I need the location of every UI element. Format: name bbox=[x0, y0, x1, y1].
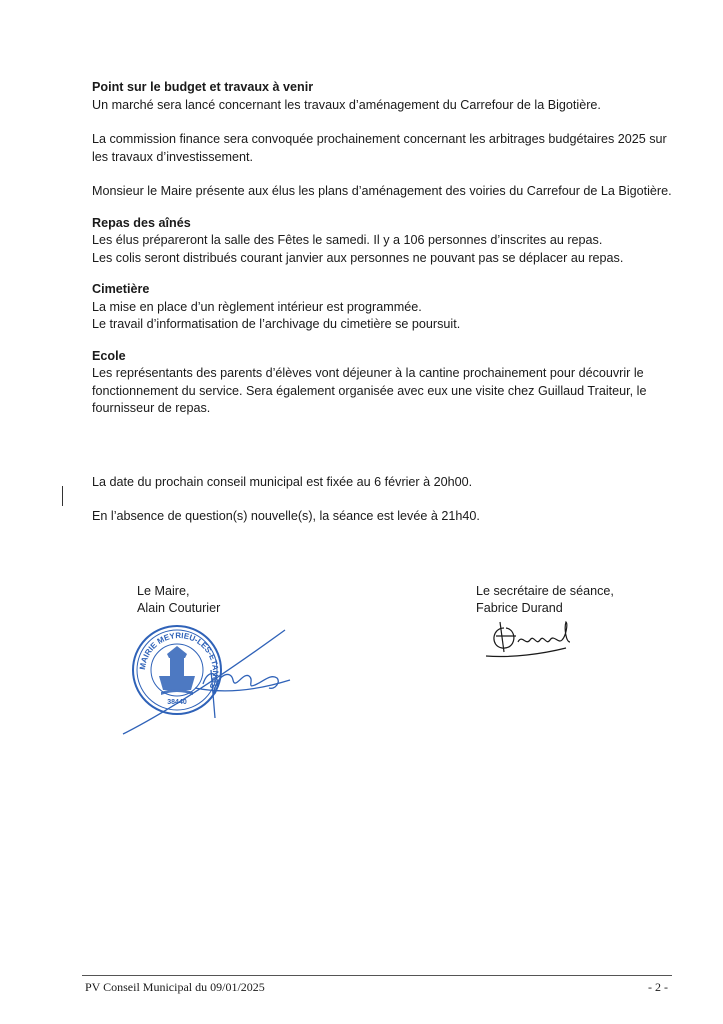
signatory-name: Fabrice Durand bbox=[476, 601, 563, 615]
section-heading: Ecole bbox=[92, 348, 126, 363]
signatory-name: Alain Couturier bbox=[137, 601, 221, 615]
margin-mark bbox=[62, 486, 63, 506]
paragraph: Les représentants des parents d’élèves vont déjeuner à la cantine prochainement pour découvrir le fonctionnement du service. Sera également organisée avec eux une visite chez Guillaud Traiteur, le fournisseur de repas. bbox=[92, 366, 647, 415]
section-cimetiere bbox=[92, 281, 677, 334]
footer-title: PV Conseil Municipal du 09/01/2025 bbox=[85, 980, 265, 994]
signatory-title: Le secrétaire de séance, bbox=[476, 584, 614, 598]
footer-divider bbox=[82, 975, 672, 976]
stamp-text: MAIRIE MEYRIEU-LES-ETANGS bbox=[137, 631, 221, 691]
section-heading: Repas des aînés bbox=[92, 215, 191, 230]
closing-next-meeting bbox=[92, 474, 677, 492]
section-ecole bbox=[92, 348, 677, 418]
paragraph: Le travail d’informatisation de l’archivage du cimetière se poursuit. bbox=[92, 317, 461, 331]
paragraph: La date du prochain conseil municipal est fixée au 6 février à 20h00. bbox=[92, 475, 473, 489]
paragraph: En l’absence de question(s) nouvelle(s), la séance est levée à 21h40. bbox=[92, 509, 480, 523]
section-heading: Point sur le budget et travaux à venir bbox=[92, 80, 314, 94]
page-number: - 2 - bbox=[648, 980, 668, 994]
minutes-body bbox=[92, 79, 677, 432]
mairie-stamp-icon bbox=[115, 618, 305, 743]
paragraph: La commission finance sera convoquée prochainement concernant les arbitrages budgétaires 2025 sur les travaux d’investissement. bbox=[92, 132, 667, 164]
signatory-title: Le Maire, bbox=[137, 584, 190, 598]
secretary-signature-block bbox=[476, 583, 614, 617]
paragraph: Les colis seront distribués courant janvier aux personnes ne pouvant pas se déplacer au repas. bbox=[92, 250, 624, 265]
paragraph: Un marché sera lancé concernant les travaux d’aménagement du Carrefour de la Bigotière. bbox=[92, 97, 601, 112]
section-budget bbox=[92, 79, 677, 201]
secretary-signature-icon bbox=[482, 618, 592, 663]
section-heading: Cimetière bbox=[92, 282, 150, 296]
paragraph: Les élus prépareront la salle des Fêtes le samedi. Il y a 106 personnes d’inscrites au repas. bbox=[92, 233, 603, 247]
stamp-code: 38440 bbox=[167, 699, 187, 706]
paragraph: Monsieur le Maire présente aux élus les plans d’aménagement des voiries du Carrefour de La Bigotière. bbox=[92, 184, 672, 198]
section-repas bbox=[92, 215, 677, 268]
mayor-signature-block bbox=[137, 583, 220, 617]
closing-adjourn bbox=[92, 508, 677, 526]
paragraph: La mise en place d’un règlement intérieur est programmée. bbox=[92, 299, 422, 314]
